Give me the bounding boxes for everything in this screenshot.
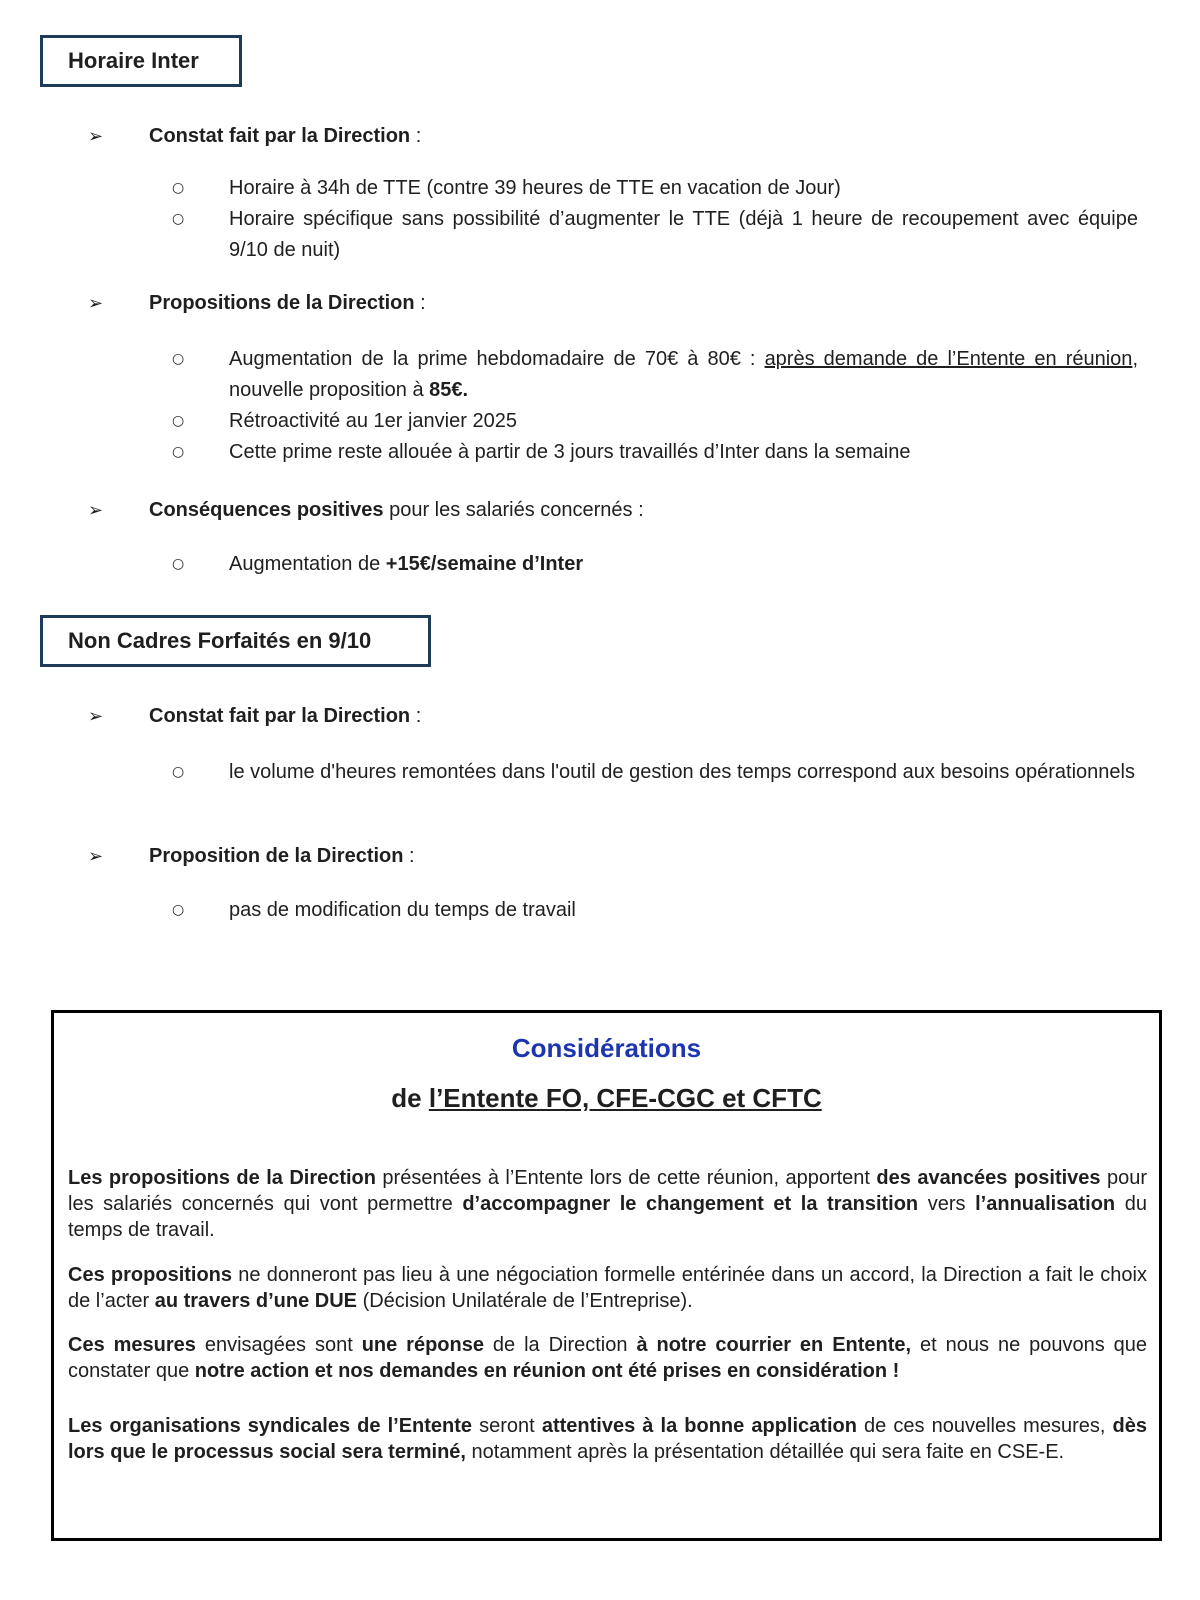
- list-item: ○ Rétroactivité au 1er janvier 2025: [172, 406, 1138, 437]
- considerations-subtitle: de l’Entente FO, CFE-CGC et CFTC: [391, 1083, 822, 1113]
- considerations-paragraph-1: Les propositions de la Direction présentées à l’Entente lors de cette réunion, apportent des avancées positives pour les salariés concernés qui vont permettre d’accompagner le changement et la transition vers l’annualisation du temps de travail.: [68, 1167, 1147, 1241]
- list-item: ○ Horaire à 34h de TTE (contre 39 heures de TTE en vacation de Jour): [172, 173, 1138, 204]
- list-item: ○ le volume d'heures remontées dans l'outil de gestion des temps correspond aux besoins opérationnels: [172, 757, 1138, 788]
- list-item: ○ pas de modification du temps de travail: [172, 895, 1138, 926]
- section-title-text: Non Cadres Forfaités en 9/10: [68, 628, 372, 653]
- circle-bullet-icon: ○: [172, 351, 185, 367]
- consequences-heading: ➢ Conséquences positives pour les salariés concernés :: [88, 499, 644, 521]
- considerations-paragraph-3: Ces mesures envisagées sont une réponse de la Direction à notre courrier en Entente, et nous ne pouvons que constater que notre action et nos demandes en réunion ont été prises en considération !: [68, 1334, 1148, 1382]
- considerations-paragraph-4: Les organisations syndicales de l’Entente seront attentives à la bonne application de ces nouvelles mesures, dès lors que le processus social sera terminé, notamment après la présentation détaillée qui sera faite en CSE-E.: [68, 1415, 1147, 1463]
- arrow-icon: ➢: [88, 293, 104, 314]
- list-item: ○ Horaire spécifique sans possibilité d’augmenter le TTE (déjà 1 heure de recoupement avec équipe 9/10 de nuit): [172, 204, 1138, 266]
- circle-bullet-icon: ○: [172, 556, 185, 572]
- considerations-title: Considérations: [511, 1033, 702, 1063]
- propositions-heading: ➢ Propositions de la Direction :: [88, 292, 426, 314]
- constat-heading: ➢ Constat fait par la Direction :: [88, 125, 422, 147]
- considerations-paragraph-2: Ces propositions ne donneront pas lieu à une négociation formelle entérinée dans un accord, la Direction a fait le choix de l’acter au travers d’une DUE (Décision Unilatérale de l’Entreprise).: [68, 1264, 1147, 1312]
- list-item: ○ Augmentation de +15€/semaine d’Inter: [172, 549, 1138, 580]
- circle-bullet-icon: ○: [172, 211, 185, 227]
- circle-bullet-icon: ○: [172, 180, 185, 196]
- section-title-text: Horaire Inter: [68, 48, 199, 73]
- constat-heading: ➢ Constat fait par la Direction :: [88, 705, 422, 727]
- considerations-box: [51, 1010, 1162, 1541]
- arrow-icon: ➢: [88, 500, 104, 521]
- circle-bullet-icon: ○: [172, 764, 185, 780]
- arrow-icon: ➢: [88, 846, 104, 867]
- circle-bullet-icon: ○: [172, 902, 185, 918]
- arrow-icon: ➢: [88, 706, 104, 727]
- list-item: ○ Cette prime reste allouée à partir de 3 jours travaillés d’Inter dans la semaine: [172, 437, 1138, 468]
- proposition-heading: ➢ Proposition de la Direction :: [88, 845, 415, 867]
- section-title-non-cadres: [40, 615, 431, 667]
- circle-bullet-icon: ○: [172, 444, 185, 460]
- list-item: ○ Augmentation de la prime hebdomadaire de 70€ à 80€ : après demande de l’Entente en réunion, nouvelle proposition à 85€.: [172, 344, 1138, 406]
- section-title-horaire-inter: [40, 35, 242, 87]
- circle-bullet-icon: ○: [172, 413, 185, 429]
- arrow-icon: ➢: [88, 126, 104, 147]
